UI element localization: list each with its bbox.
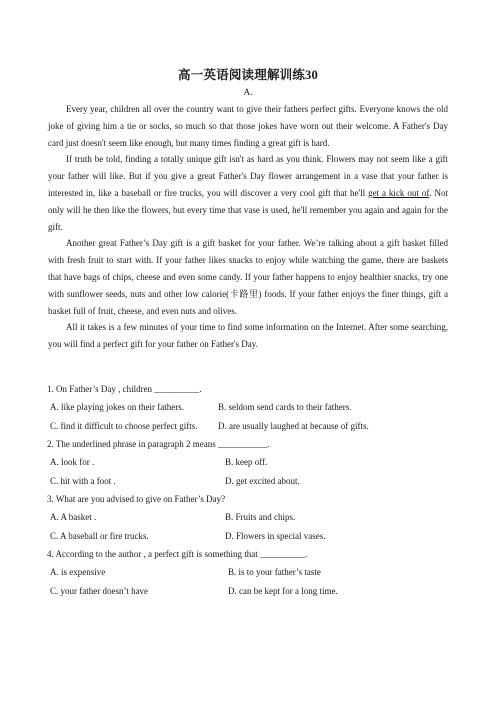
question-1-option-a: A. like playing jokes on their fathers.	[50, 402, 184, 413]
question-3-stem: 3. What are you advised to give on Father’s Day?	[47, 494, 226, 505]
underlined-phrase: get a kick out of	[368, 187, 430, 198]
paragraph-2-text-a: If truth be told, finding a totally unique gift isn't as hard as you think. Flowers may not seem like a gift your father will like. But if you give a great Father's Day flower arrangement in a vase that your father is interested in, like a baseball or fire trucks, you will discover a very cool gift that he'll	[48, 154, 448, 198]
question-4-option-a: A. is expensive	[50, 567, 106, 578]
question-4-option-c: C. your father doesn’t have	[50, 585, 149, 596]
question-2-option-a: A. look for .	[50, 457, 95, 468]
question-4-option-d: D. can be kept for a long time.	[228, 585, 338, 596]
paragraph-2	[48, 151, 448, 235]
question-list	[47, 380, 452, 600]
passage	[48, 101, 448, 353]
question-3-option-b: B. Fruits and chips.	[225, 512, 296, 523]
question-1-option-c: C. find it difficult to choose perfect gifts.	[50, 420, 198, 431]
question-4-stem: 4. According to the author , a perfect gift is something that __________.	[47, 549, 308, 560]
question-3-option-d: D. Flowers in special vases.	[225, 530, 326, 541]
section-label: A.	[243, 87, 253, 97]
question-1-stem: 1. On Father’s Day , children __________.	[47, 384, 202, 394]
question-1-option-b: B. seldom send cards to their fathers.	[218, 402, 352, 413]
page-title: 高一英语阅读理解训练30	[178, 68, 318, 82]
paragraph-3: Another great Father’s Day gift is a gift basket for your father. We’re talking about a gift basket filled with fresh fruit to start with. If your father likes snacks to enjoy while watching the game, there are baskets that have bags of chips, cheese and even some candy. If your father happens to enjoy healthier snacks, try one with sunflower seeds, nuts and other low calorie(卡路里) foods. If your father enjoys the finer things, gift a basket full of fruit, cheese, and even nuts and olives.	[48, 238, 448, 316]
question-2-option-b: B. keep off.	[225, 457, 268, 468]
paragraph-1: Every year, children all over the country want to give their fathers perfect gifts. Everyone knows the old joke of giving him a tie or socks, so much so that those jokes have worn out their welcome. A Father's Day card just doesn't seem like enough, but many times finding a great gift is hard.	[48, 104, 448, 148]
paragraph-4: All it takes is a few minutes of your time to find some information on the Internet. After some searching, you will find a perfect gift for your father on Father's Day.	[48, 322, 448, 350]
question-4-option-b: B. is to your father’s taste	[228, 567, 321, 578]
question-2-option-c: C. hit with a foot .	[50, 475, 116, 486]
question-2-option-d: D. get excited about.	[225, 475, 300, 486]
question-3-option-c: C. A baseball or fire trucks.	[50, 530, 149, 541]
question-1-option-d: D. are usually laughed at because of gifts.	[218, 420, 369, 431]
question-3-option-a: A. A basket .	[50, 512, 97, 523]
question-2-stem: 2. The underlined phrase in paragraph 2 means ___________.	[47, 439, 270, 450]
paragraph-2-text-b: . Not only will he then like the flowers, but every time that vase is used, he'll remember you again and again for the gift.	[48, 187, 449, 232]
